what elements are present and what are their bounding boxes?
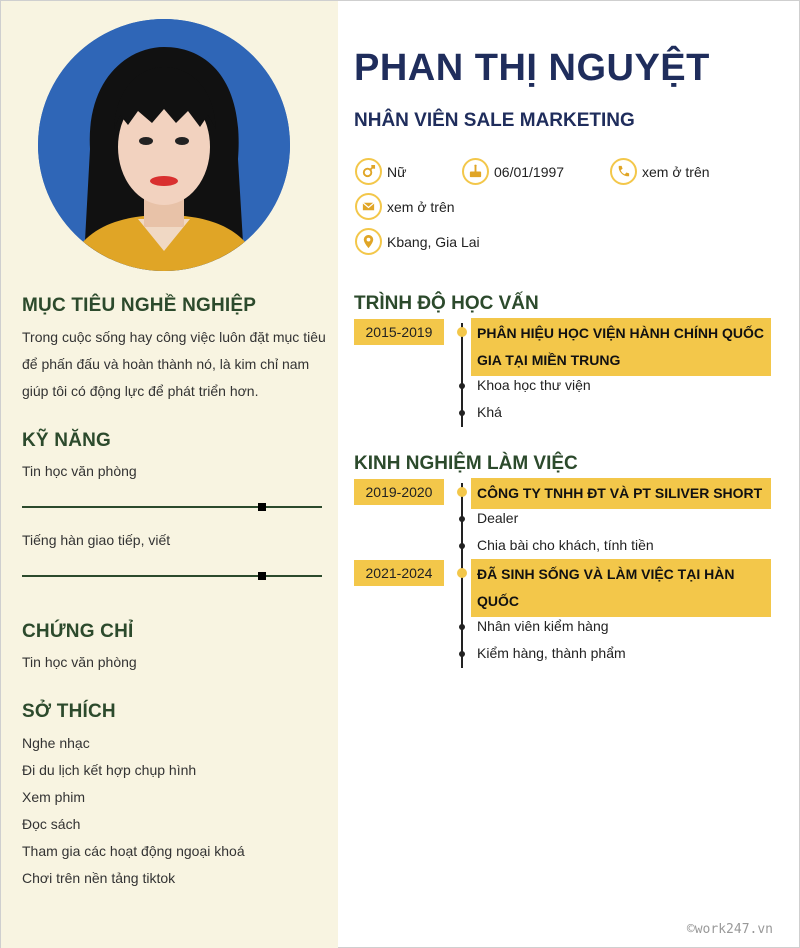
skill-level-knob bbox=[258, 572, 266, 580]
experience-company: CÔNG TY TNHH ĐT VÀ PT SILIVER SHORT bbox=[471, 478, 771, 509]
hobby-item: Xem phim bbox=[22, 789, 86, 805]
experience-company: ĐÃ SINH SỐNG VÀ LÀM VIỆC TẠI HÀN QUỐC bbox=[471, 559, 771, 617]
email-info bbox=[355, 193, 455, 220]
certificates-heading: CHỨNG CHỈ bbox=[22, 621, 134, 642]
skill-level-bar bbox=[22, 575, 322, 577]
profile-photo bbox=[38, 19, 290, 271]
watermark: ©work247.vn bbox=[686, 922, 773, 937]
birthday-value: 06/01/1997 bbox=[494, 163, 565, 180]
birthday-icon bbox=[462, 158, 489, 185]
phone-info bbox=[610, 158, 710, 185]
education-years: 2015-2019 bbox=[354, 319, 444, 345]
hobby-item: Nghe nhạc bbox=[22, 735, 90, 751]
phone-value: xem ở trên bbox=[642, 163, 710, 180]
candidate-name: PHAN THỊ NGUYỆT bbox=[354, 47, 710, 89]
experience-heading: KINH NGHIỆM LÀM VIỆC bbox=[354, 453, 578, 474]
timeline-bullet bbox=[459, 410, 465, 416]
location-icon bbox=[355, 228, 382, 255]
experience-years: 2021-2024 bbox=[354, 560, 444, 586]
gender-info bbox=[355, 158, 406, 185]
skill-name: Tin học văn phòng bbox=[22, 463, 137, 479]
timeline-bullet bbox=[459, 624, 465, 630]
email-value: xem ở trên bbox=[387, 198, 455, 215]
address-value: Kbang, Gia Lai bbox=[387, 233, 480, 250]
timeline-dot bbox=[457, 568, 467, 578]
email-icon bbox=[355, 193, 382, 220]
experience-role: Nhân viên kiểm hàng bbox=[477, 618, 609, 634]
hobbies-heading: SỞ THÍCH bbox=[22, 701, 116, 722]
job-title: NHÂN VIÊN SALE MARKETING bbox=[354, 110, 635, 131]
hobby-item: Đi du lịch kết hợp chụp hình bbox=[22, 762, 197, 778]
timeline-bullet bbox=[459, 516, 465, 522]
timeline-dot bbox=[457, 327, 467, 337]
objective-heading: MỤC TIÊU NGHỀ NGHIỆP bbox=[22, 295, 257, 316]
experience-task: Kiểm hàng, thành phẩm bbox=[477, 645, 626, 661]
education-major: Khoa học thư viện bbox=[477, 377, 591, 393]
experience-role: Dealer bbox=[477, 510, 519, 526]
timeline-bullet bbox=[459, 543, 465, 549]
hobby-list bbox=[22, 730, 245, 892]
gender-icon bbox=[355, 158, 382, 185]
skills-heading: KỸ NĂNG bbox=[22, 430, 112, 451]
main-content bbox=[338, 1, 800, 948]
avatar bbox=[38, 19, 290, 271]
skill-level-knob bbox=[258, 503, 266, 511]
experience-years: 2019-2020 bbox=[354, 479, 444, 505]
objective-text: Trong cuộc sống hay công việc luôn đặt mục tiêu để phấn đấu và hoàn thành nó, là kim chỉ nam giúp tôi có động lực để phát triển hơn. bbox=[22, 329, 326, 399]
birthday-info bbox=[462, 158, 564, 185]
education-school: PHÂN HIỆU HỌC VIỆN HÀNH CHÍNH QUỐC GIA TẠI MIỀN TRUNG bbox=[471, 318, 771, 376]
hobby-item: Đọc sách bbox=[22, 816, 81, 832]
phone-icon bbox=[610, 158, 637, 185]
skill-name: Tiếng hàn giao tiếp, viết bbox=[22, 532, 171, 548]
certificate-item: Tin học văn phòng bbox=[22, 654, 137, 670]
hobby-item: Chơi trên nền tảng tiktok bbox=[22, 870, 176, 886]
left-sidebar bbox=[1, 1, 338, 948]
timeline-bullet bbox=[459, 383, 465, 389]
timeline-dot bbox=[457, 487, 467, 497]
skill-level-bar bbox=[22, 506, 322, 508]
hobby-item: Tham gia các hoạt động ngoại khoá bbox=[22, 843, 245, 859]
timeline-bullet bbox=[459, 651, 465, 657]
experience-task: Chia bài cho khách, tính tiền bbox=[477, 537, 654, 553]
gender-value: Nữ bbox=[387, 163, 407, 180]
education-heading: TRÌNH ĐỘ HỌC VẤN bbox=[354, 293, 539, 314]
address-info bbox=[355, 228, 480, 255]
education-grade: Khá bbox=[477, 404, 502, 420]
